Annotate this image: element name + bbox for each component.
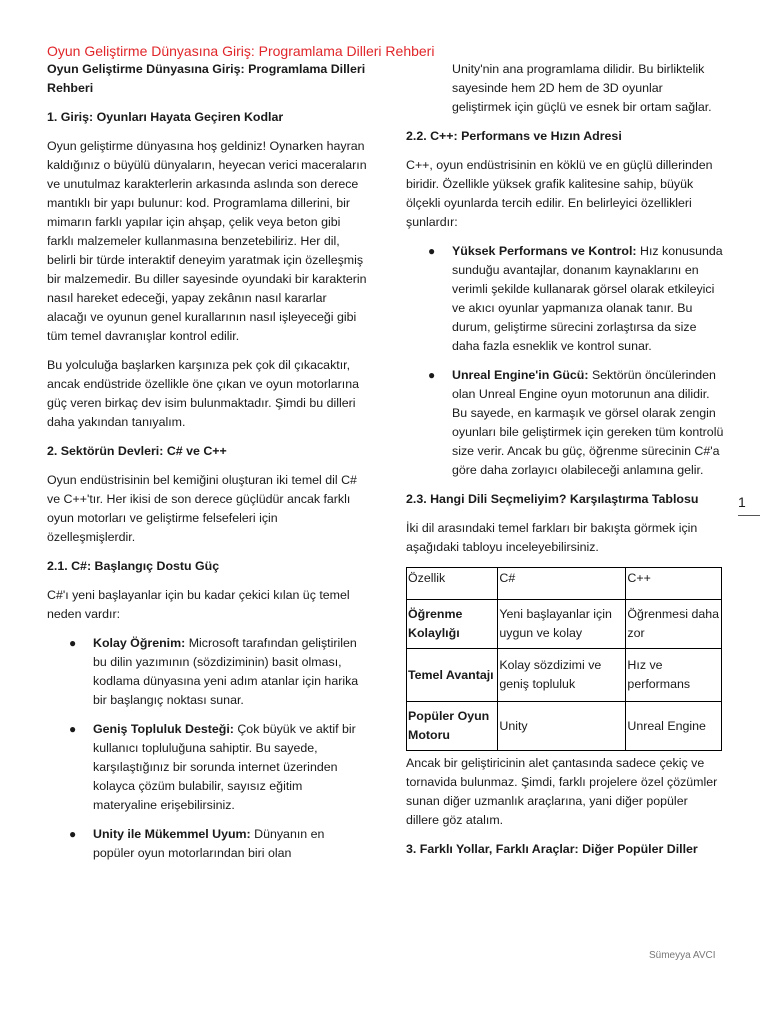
document-title: Oyun Geliştirme Dünyasına Giriş: Programlama Dilleri Rehberi (47, 62, 366, 95)
bullet-text: Microsoft tarafından geliştirilen bu dilin yazımının (sözdiziminin) basit olması, kodlama dünyasına yeni adım atanlar için harika bir başlangıç noktası sunar. (93, 636, 359, 707)
table-cell: Öğrenme Kolaylığı (407, 600, 498, 649)
author-name: Sümeyya AVCI (649, 950, 716, 961)
bullet-text: Hız konusunda sunduğu avantajlar, donanım kaynaklarını en verimli şekilde kullanarak görsel olarak etkileyici ve akıcı oyunlar yapmanıza olanak tanır. Bu durum, geliştirme sürecini zorlaştırsa da size daha fazla esneklik ve kontrol sunar. (452, 244, 723, 353)
table-cell: Öğrenmesi daha zor (626, 600, 722, 649)
cpp-bullet-list (406, 242, 724, 480)
comparison-table (406, 567, 722, 751)
table-row (407, 649, 722, 702)
right-column (406, 60, 724, 869)
list-item (47, 825, 367, 863)
table-row (407, 702, 722, 751)
heading-intro: 1. Giriş: Oyunları Hayata Geçiren Kodlar (47, 110, 284, 124)
bullet-icon: ● (428, 368, 436, 382)
page-number: 1 (738, 494, 746, 510)
table-cell: Unity (498, 702, 626, 751)
table-cell: Unreal Engine (626, 702, 722, 751)
bullet-text: Sektörün öncülerinden olan Unreal Engine oyun motorunun ana dilidir. Bu sayede, en karmaşık ve görsel olarak zengin oyunları bile geliştirmek için gereken tüm kontrolü size verir. Ancak bu güç, öğrenme sürecinin C#'a göre daha zorlayıcı olabileceği anlamına gelir. (452, 368, 724, 477)
paragraph-comparison-intro: İki dil arasındaki temel farkları bir bakışta görmek için aşağıdaki tabloyu inceleyebilirsiniz. (406, 521, 698, 554)
bullet-icon: ● (428, 244, 436, 258)
left-column (47, 60, 367, 873)
heading-csharp: 2.1. C#: Başlangıç Dostu Güç (47, 559, 220, 573)
table-header-cell: C# (498, 568, 626, 600)
bullet-text: Çok büyük ve aktif bir kullanıcı topluluğuna sahiptir. Bu sayede, karşılaştığınız bir sorunda internet üzerinden kolayca çözüm bulabilir, sayısız eğitim materyaline erişebilirsiniz. (93, 722, 356, 812)
list-item (47, 634, 367, 710)
bullet-title: Yüksek Performans ve Kontrol: (452, 244, 637, 258)
list-item (47, 720, 367, 815)
bullet-title: Unreal Engine'in Gücü: (452, 368, 589, 382)
paragraph-intro: Oyun geliştirme dünyasına hoş geldiniz! Oynarken hayran kaldığınız o büyülü dünyaların, heyecan verici maceraların ve unutulmaz karakterlerin arkasında aslında son derece mantıklı bir yapı bulunur: kod. Programlama dillerini, bir mimarın farklı yapılar için ahşap, çelik veya beton gibi farklı malzemeler kullanmasına benzetebiliriz. Her dil, belirli bir türde interaktif deneyim yaratmak için özelleşmiş bir malzemedir. Bu diller sayesinde oyundaki bir karakterin nasıl hareket edeceği, yapay zekânın nasıl kararlar alacağı ve oyunun genel kurallarının nasıl işleyeceği gibi tüm temel davranışlar kontrol edilir. (47, 139, 367, 343)
table-cell: Temel Avantajı (407, 649, 498, 702)
bullet-title: Geniş Topluluk Desteği: (93, 722, 234, 736)
bullet-icon: ● (69, 636, 77, 650)
bullet-title: Kolay Öğrenim: (93, 636, 186, 650)
csharp-bullet-list (47, 634, 367, 863)
page-number-divider (738, 515, 760, 516)
paragraph-journey: Bu yolculuğa başlarken karşınıza pek çok dil çıkacaktır, ancak endüstride özellikle öne çıkan ve oyun motorlarına güç veren birkaç dev isim bulunmaktadır. Şimdi bu dilleri daha yakından tanıyalım. (47, 358, 360, 429)
heading-other-languages: 3. Farklı Yollar, Farklı Araçlar: Diğer Popüler Diller (406, 842, 698, 856)
page-header-title: Oyun Geliştirme Dünyasına Giriş: Programlama Dilleri Rehberi (47, 43, 435, 59)
heading-cpp: 2.2. C++: Performans ve Hızın Adresi (406, 129, 622, 143)
table-cell: Hız ve performans (626, 649, 722, 702)
heading-comparison: 2.3. Hangi Dili Seçmeliyim? Karşılaştırma Tablosu (406, 492, 699, 506)
bullet-icon: ● (69, 827, 77, 841)
heading-industry-giants: 2. Sektörün Devleri: C# ve C++ (47, 444, 227, 458)
list-item (406, 366, 724, 480)
table-cell: Popüler Oyun Motoru (407, 702, 498, 751)
paragraph-giants: Oyun endüstrisinin bel kemiğini oluşturan iki temel dil C# ve C++'tır. Her ikisi de son derece güçlüdür ancak farklı oyun motorları ve geliştirme felsefeleri için özelleşmişlerdir. (47, 473, 357, 544)
table-cell: Kolay sözdizimi ve geniş topluluk (498, 649, 626, 702)
paragraph-cpp-intro: C++, oyun endüstrisinin en köklü ve en güçlü dillerinden biridir. Özellikle yüksek grafik kalitesine sahip, büyük ölçekli oyunlarda tercih edilir. En belirleyici özellikleri şunlardır: (406, 158, 713, 229)
table-cell: Yeni başlayanlar için uygun ve kolay (498, 600, 626, 649)
bullet-icon: ● (69, 722, 77, 736)
bullet-continuation: Unity'nin ana programlama dilidir. Bu birliktelik sayesinde hem 2D hem de 3D oyunlar geliştirmek için güçlü ve esnek bir ortam sağlar. (452, 62, 712, 114)
table-header-row (407, 568, 722, 600)
bullet-title: Unity ile Mükemmel Uyum: (93, 827, 251, 841)
list-item (406, 242, 724, 356)
table-header-cell: Özellik (407, 568, 498, 600)
paragraph-csharp-intro: C#'ı yeni başlayanlar için bu kadar çekici kılan üç temel neden vardır: (47, 588, 350, 621)
table-row (407, 600, 722, 649)
paragraph-toolbox: Ancak bir geliştiricinin alet çantasında sadece çekiç ve tornavida bulunmaz. Şimdi, farklı projelere özel çözümler sunan diğer uzmanlık araçlarına, yani diğer popüler dillere göz atalım. (406, 756, 718, 827)
table-header-cell: C++ (626, 568, 722, 600)
bullet-text: Dünyanın en popüler oyun motorlarından biri olan (93, 827, 325, 860)
